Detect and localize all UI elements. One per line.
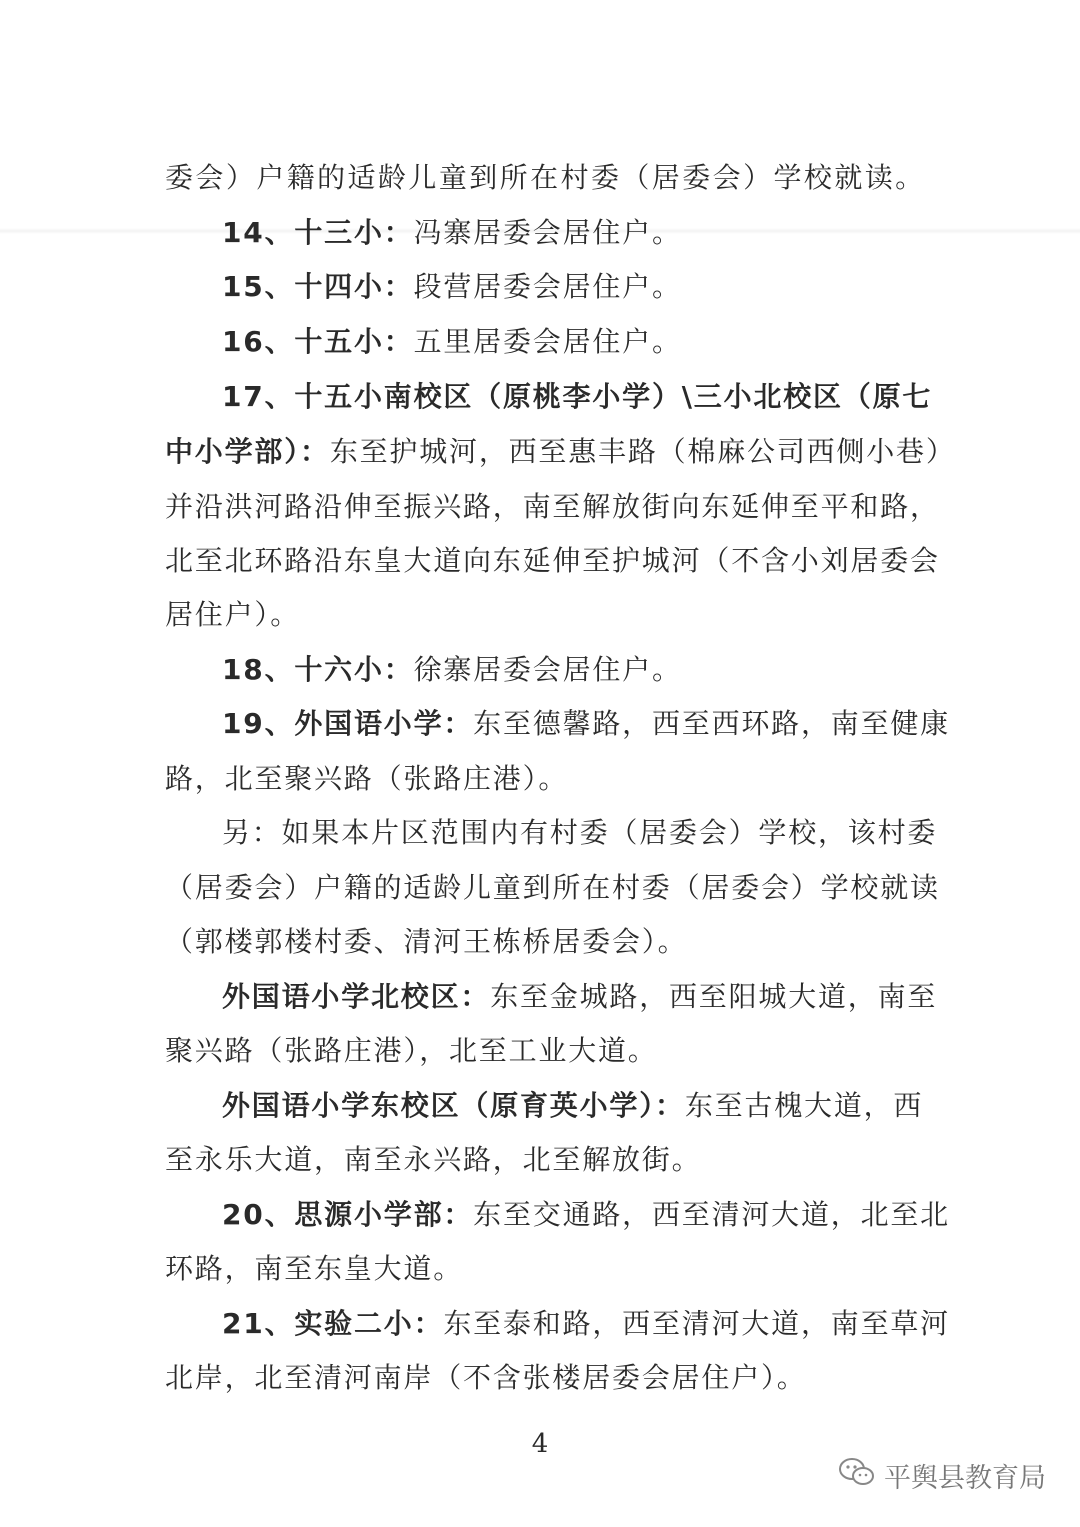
item-17-heading: 17、十五小南校区（原桃李小学）\三小北校区（原七 [222, 380, 933, 413]
text-line-1: 委会）户籍的适龄儿童到所在村委（居委会）学校就读。 [165, 161, 925, 194]
note-line-2: （居委会）户籍的适龄儿童到所在村委（居委会）学校就读 [165, 871, 940, 904]
item-21: 21、实验二小：东至泰和路，西至清河大道，南至草河 [222, 1307, 950, 1340]
item-north-campus-line-2: 聚兴路（张路庄港），北至工业大道。 [165, 1034, 658, 1067]
item-east-campus-line-2: 至永乐大道，南至永兴路，北至解放街。 [165, 1143, 702, 1176]
item-17-line-3: 并沿洪河路沿伸至振兴路，南至解放街向东延伸至平和路， [165, 490, 940, 523]
item-20: 20、思源小学部：东至交通路，西至清河大道，北至北 [222, 1198, 950, 1231]
note-line-3: （郭楼郭楼村委、清河王栋桥居委会）。 [165, 925, 688, 958]
note-line-1: 另：如果本片区范围内有村委（居委会）学校，该村委 [222, 816, 938, 849]
item-16: 16、十五小：五里居委会居住户。 [222, 325, 682, 358]
watermark [838, 1455, 1046, 1495]
wechat-icon [838, 1456, 876, 1495]
item-17-line-2: 中小学部）：东至护城河，西至惠丰路（棉麻公司西侧小巷） [165, 435, 956, 468]
item-21-line-2: 北岸，北至清河南岸（不含张楼居委会居住户）。 [165, 1361, 807, 1394]
item-19-line-2: 路，北至聚兴路（张路庄港）。 [165, 762, 569, 795]
watermark-text: 平舆县教育局 [884, 1462, 1046, 1494]
item-15: 15、十四小：段营居委会居住户。 [222, 270, 682, 303]
item-19: 19、外国语小学：东至德馨路，西至西环路，南至健康 [222, 707, 950, 740]
item-20-line-2: 环路，南至东皇大道。 [165, 1252, 464, 1285]
item-14: 14、十三小：冯寨居委会居住户。 [222, 216, 682, 249]
item-north-campus: 外国语小学北校区：东至金城路，西至阳城大道，南至 [222, 980, 938, 1013]
item-17-line-4: 北至北环路沿东皇大道向东延伸至护城河（不含小刘居委会 [165, 544, 940, 577]
item-east-campus: 外国语小学东校区（原育英小学）：东至古槐大道，西 [222, 1089, 924, 1122]
item-17-line-5: 居住户）。 [165, 598, 301, 631]
item-18: 18、十六小：徐寨居委会居住户。 [222, 653, 682, 686]
page-number: 4 [531, 1429, 549, 1459]
